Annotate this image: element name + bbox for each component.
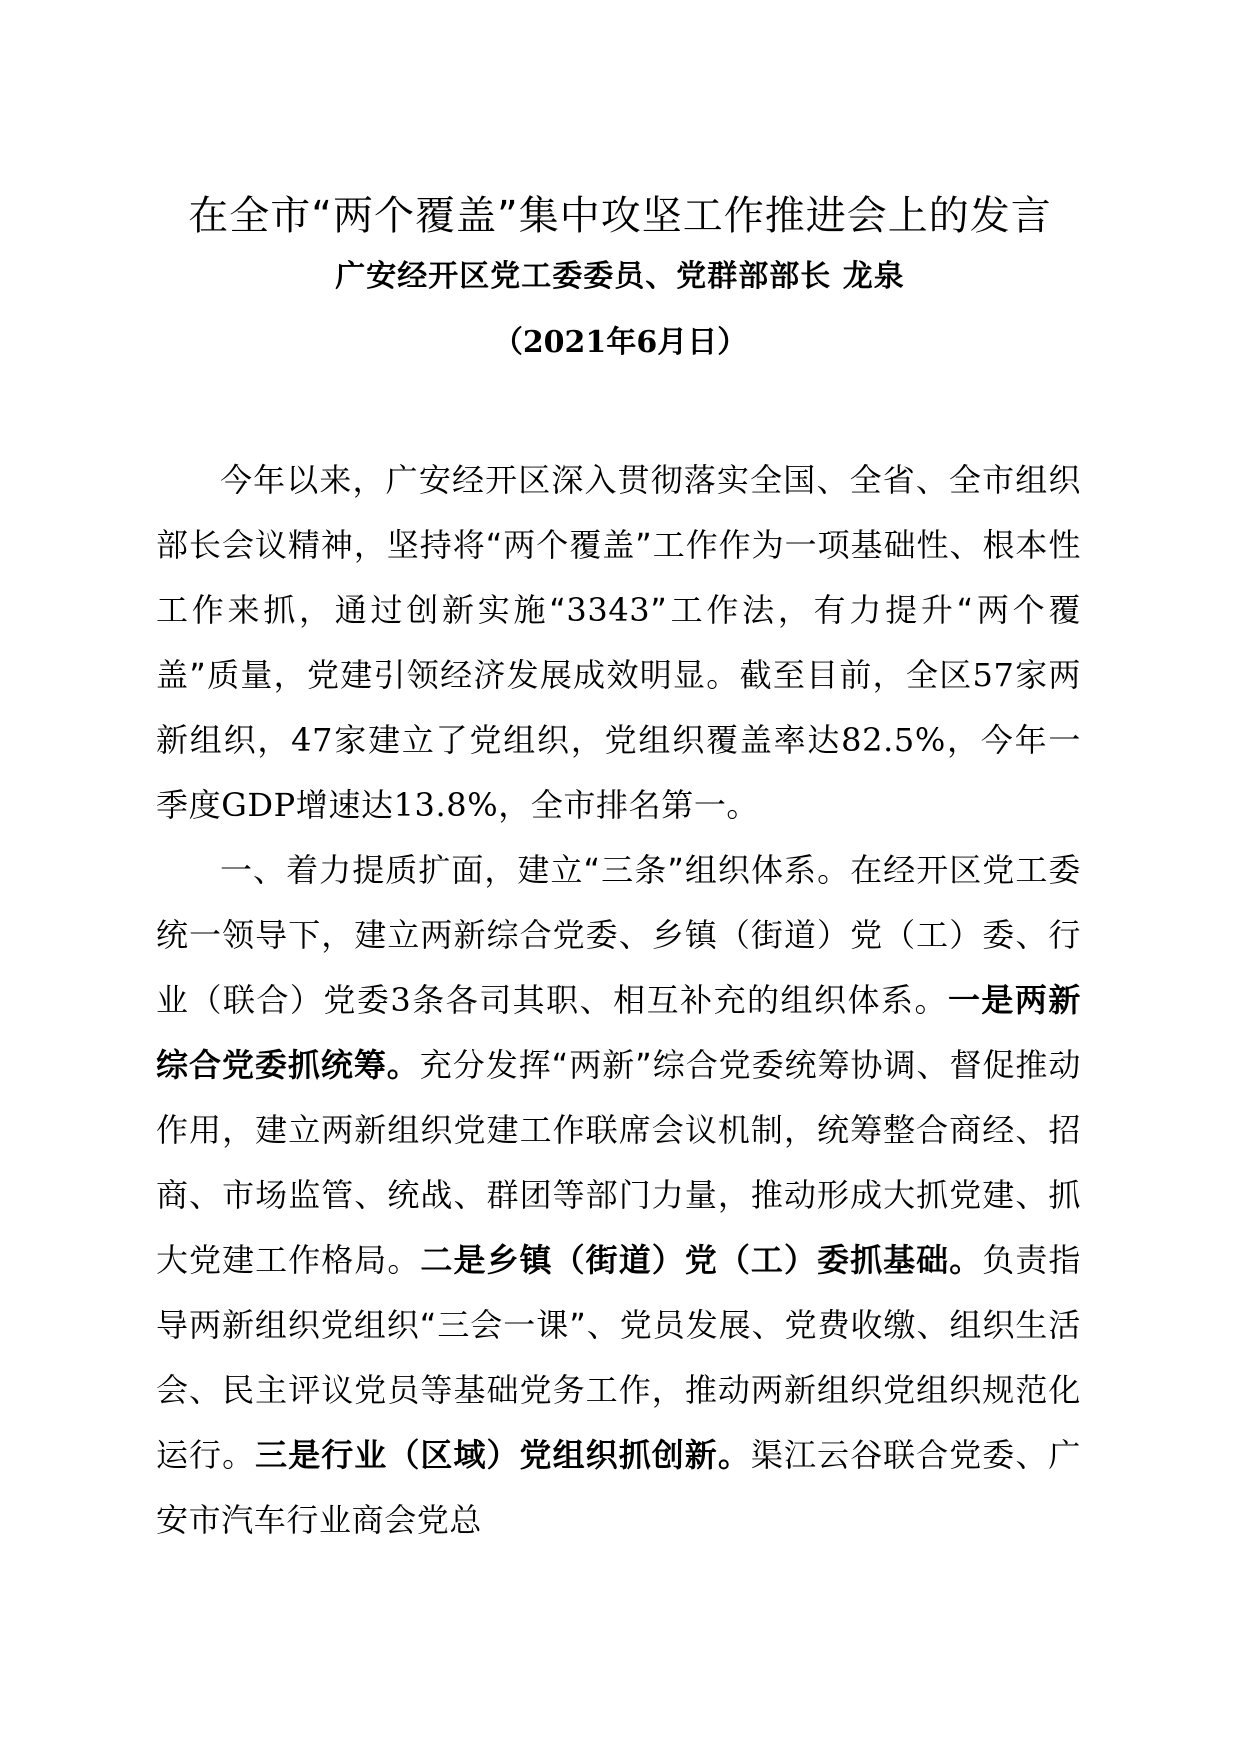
intro-text-6: 增速达 [295, 786, 394, 824]
point-three-heading: 三是行业（区域）党组织抓创新。 [255, 1436, 751, 1474]
date-month: 6 [636, 325, 658, 360]
intro-number-orgs-total: 57 [972, 656, 1015, 694]
date-month-unit: 月 [657, 325, 688, 360]
date-year: 2021 [522, 325, 607, 360]
speech-body [156, 448, 1081, 1553]
intro-text-4: 家建立了党组织，党组织覆盖率达 [333, 721, 842, 759]
point-one-heading: 一是两新综合党委抓统筹。 [156, 981, 1081, 1084]
section-one-text-4: 负责指导两新组织党组织“三会一课”、党员发展、党费收缴、组织生活会、民主评议党员等基础党务工作，推动两新组织党组织规范化运行。 [156, 1241, 1081, 1474]
intro-text-7: ，全市排名第一。 [498, 786, 760, 824]
intro-gdp-label: GDP [221, 786, 296, 824]
date-open-paren: （ [492, 325, 523, 360]
section-one-text-1: 一、着力提质扩面，建立“三条”组织体系。在经开区党工委统一领导下，建立两新综合党委、乡镇（街道）党（工）委、行业（联合）党委 [156, 851, 1081, 1019]
document-title: 在全市“两个覆盖”集中攻坚工作推进会上的发言 [188, 193, 1052, 239]
speaker-line: 广安经开区党工委委员、党群部部长 龙泉 [335, 259, 905, 294]
date-year-unit: 年 [606, 325, 637, 360]
date-day-unit: 日 [687, 325, 718, 360]
section-one-text-5: 渠江云谷联合党委、广安市汽车行业商会党总 [156, 1436, 1081, 1539]
intro-number-coverage: 82.5% [841, 721, 946, 759]
intro-text-5: ，今年一季度 [156, 721, 1081, 824]
intro-text-2: ”工作法，有力提升“两个覆盖”质量，党建引领经济发展成效明显。截至目前，全区 [156, 591, 1081, 694]
paragraph-section-one [156, 838, 1081, 1553]
intro-text-3: 家两新组织， [156, 656, 1081, 759]
intro-number-method: 3343 [566, 591, 651, 629]
intro-number-gdp-growth: 13.8% [393, 786, 499, 824]
section-one-text-3: 充分发挥“两新”综合党委统筹协调、督促推动作用，建立两新组织党建工作联席会议机制，统筹整合商经、招商、市场监管、统战、群团等部门力量，推动形成大抓党建、抓大党建工作格局。 [156, 1046, 1081, 1279]
intro-number-orgs-built: 47 [291, 721, 334, 759]
section-one-number: 3 [390, 981, 412, 1019]
date-close-paren: ） [717, 325, 748, 360]
point-two-heading: 二是乡镇（街道）党（工）委抓基础。 [420, 1241, 983, 1279]
section-one-text-2: 条各司其职、相互补充的组织体系。 [411, 981, 948, 1019]
speech-date [0, 320, 1240, 366]
intro-text-1: 今年以来，广安经开区深入贯彻落实全国、全省、全市组织部长会议精神，坚持将“两个覆盖”工作作为一项基础性、根本性工作来抓，通过创新实施“ [156, 461, 1081, 629]
paragraph-intro [156, 448, 1081, 838]
